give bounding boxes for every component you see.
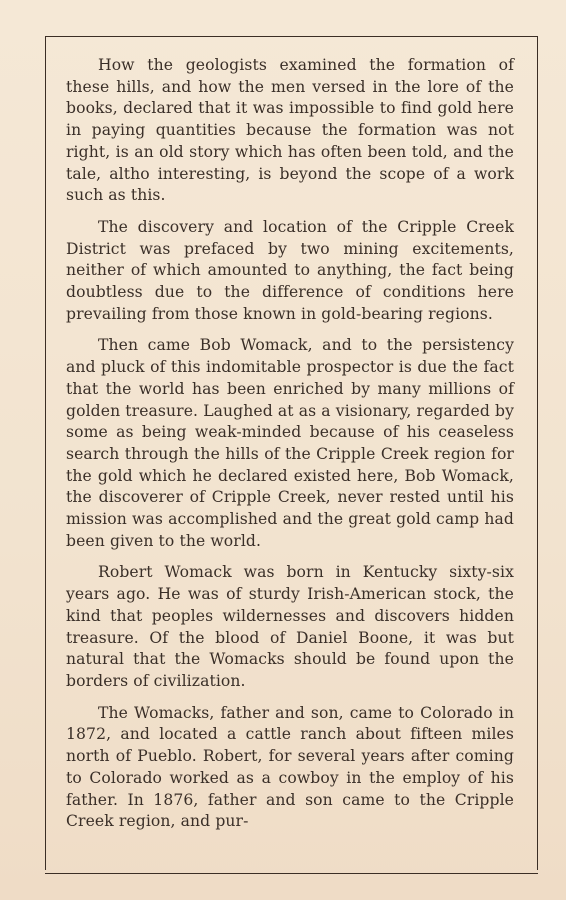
paragraph: How the geologists examined the formation of these hills, and how the men versed in the lore of the books, declared that it was impossible to find gold here in paying quantities because the formation was not right, is an old story which has often been told, and the tale, altho interesting, is beyond the scope of a work such as this. bbox=[66, 56, 514, 205]
paragraph: The Womacks, father and son, came to Colorado in 1872, and located a cattle ranch about fifteen miles north of Pueblo. Robert, for several years after coming to Colorado worked as a cowboy in the employ of his father. In 1876, father and son came to the Cripple Creek region, and pur- bbox=[66, 703, 514, 831]
body-text bbox=[66, 55, 514, 843]
paragraph: Then came Bob Womack, and to the persistency and pluck of this indomitable prospector is due the fact that the world has been enriched by many millions of golden treasure. Laughed at as a visionary, regarded by some as being weak-minded because of his ceaseless search through the hills of the Cripple Creek region for the gold which he declared existed here, Bob Womack, the discoverer of Cripple Creek, never rested until his mission was accomplished and the great gold camp had been given to the world. bbox=[66, 336, 514, 550]
paragraph: Robert Womack was born in Kentucky sixty-six years ago. He was of sturdy Irish-American stock, the kind that peoples wildernesses and discovers hidden treasure. Of the blood of Daniel Boone, it was but natural that the Womacks should be found upon the borders of civilization. bbox=[66, 563, 514, 690]
paragraph: The discovery and location of the Cripple Creek District was prefaced by two mining excitements, neither of which amounted to anything, the fact being doubtless due to the difference of conditions here prevailing from those known in gold-bearing regions. bbox=[66, 217, 514, 323]
bottom-rule bbox=[45, 873, 538, 874]
